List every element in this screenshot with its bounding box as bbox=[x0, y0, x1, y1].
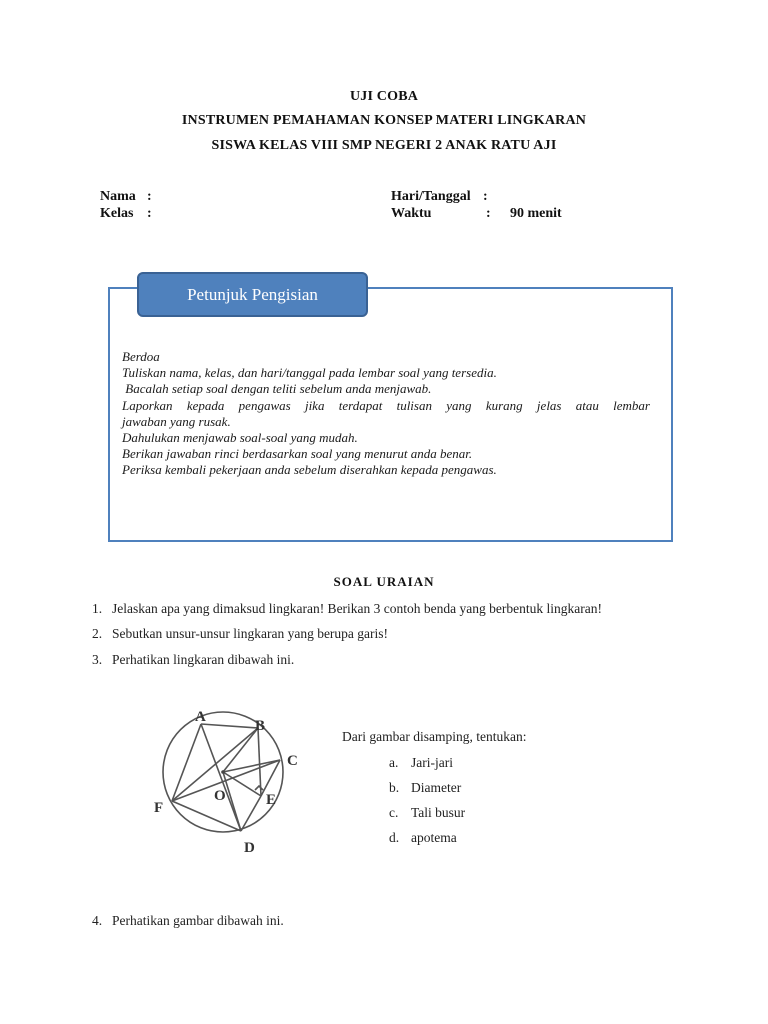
instructions-list bbox=[122, 349, 650, 479]
question-text: Jelaskan apa yang dimaksud lingkaran! Berikan 3 contoh benda yang berbentuk lingkaran! bbox=[112, 601, 602, 616]
option-letter: c. bbox=[389, 805, 399, 820]
circle-diagram bbox=[150, 703, 310, 858]
nama-colon: : bbox=[147, 189, 152, 204]
header-title: UJI COBA bbox=[349, 89, 419, 104]
waktu-colon: : bbox=[486, 206, 491, 221]
instruction-item: Periksa kembali pekerjaan anda sebelum diserahkan kepada pengawas. bbox=[122, 462, 497, 478]
instruction-item: Tuliskan nama, kelas, dan hari/tanggal pada lembar soal yang tersedia. bbox=[122, 365, 497, 381]
header-school: SISWA KELAS VIII SMP NEGERI 2 ANAK RATU AJI bbox=[211, 138, 557, 153]
option-letter: a. bbox=[389, 755, 399, 770]
task-option-d bbox=[389, 830, 457, 846]
question-text: Sebutkan unsur-unsur lingkaran yang berupa garis! bbox=[112, 626, 389, 641]
task-option-a bbox=[389, 755, 453, 771]
option-text: Tali busur bbox=[411, 805, 466, 820]
hari-tanggal-colon: : bbox=[483, 189, 488, 204]
circle-figure bbox=[150, 703, 310, 858]
hari-tanggal-label: Hari/Tanggal bbox=[391, 189, 471, 204]
question-number: 1. bbox=[92, 601, 103, 616]
question-3 bbox=[92, 652, 294, 668]
question-1 bbox=[92, 601, 602, 617]
question-number: 3. bbox=[92, 652, 103, 667]
task-option-b bbox=[389, 780, 461, 796]
question-text: Perhatikan gambar dibawah ini. bbox=[112, 913, 284, 928]
question-2 bbox=[92, 626, 388, 642]
option-letter: d. bbox=[389, 830, 400, 845]
label-o: O bbox=[214, 788, 226, 804]
question-text: Perhatikan lingkaran dibawah ini. bbox=[112, 652, 295, 667]
question-number: 4. bbox=[92, 913, 103, 928]
nama-label: Nama bbox=[100, 189, 136, 204]
instruction-item: Berdoa bbox=[122, 349, 160, 364]
header-subtitle: INSTRUMEN PEMAHAMAN KONSEP MATERI LINGKARAN bbox=[181, 113, 587, 128]
instruction-item: Dahulukan menjawab soal-soal yang mudah. bbox=[122, 430, 358, 446]
label-a: A bbox=[195, 709, 206, 725]
waktu-value: 90 menit bbox=[510, 206, 562, 221]
kelas-label: Kelas bbox=[100, 206, 134, 221]
instruction-item: Berikan jawaban rinci berdasarkan soal yang menurut anda benar. bbox=[122, 446, 473, 462]
section-title: SOAL URAIAN bbox=[333, 574, 435, 589]
label-c: C bbox=[287, 753, 298, 769]
label-d: D bbox=[244, 840, 255, 856]
option-text: Diameter bbox=[411, 780, 462, 795]
label-f: F bbox=[154, 800, 164, 816]
instruction-item: jawaban yang rusak. bbox=[122, 413, 231, 429]
question-number: 2. bbox=[92, 626, 103, 641]
waktu-label: Waktu bbox=[391, 206, 432, 221]
question-4 bbox=[92, 913, 284, 929]
task-intro: Dari gambar disamping, tentukan: bbox=[342, 729, 527, 744]
label-e: E bbox=[266, 792, 277, 808]
task-option-c bbox=[389, 805, 465, 821]
option-text: apotema bbox=[411, 830, 457, 845]
instruction-item: Bacalah setiap soal dengan teliti sebelum anda menjawab. bbox=[122, 381, 432, 397]
label-b: B bbox=[255, 718, 266, 734]
instruction-item: Laporkan kepada pengawas jika terdapat tulisan yang kurang jelas atau lembar bbox=[122, 397, 650, 413]
instructions-title: Petunjuk Pengisian bbox=[137, 272, 368, 317]
kelas-colon: : bbox=[147, 206, 152, 221]
option-text: Jari-jari bbox=[411, 755, 453, 770]
option-letter: b. bbox=[389, 780, 400, 795]
